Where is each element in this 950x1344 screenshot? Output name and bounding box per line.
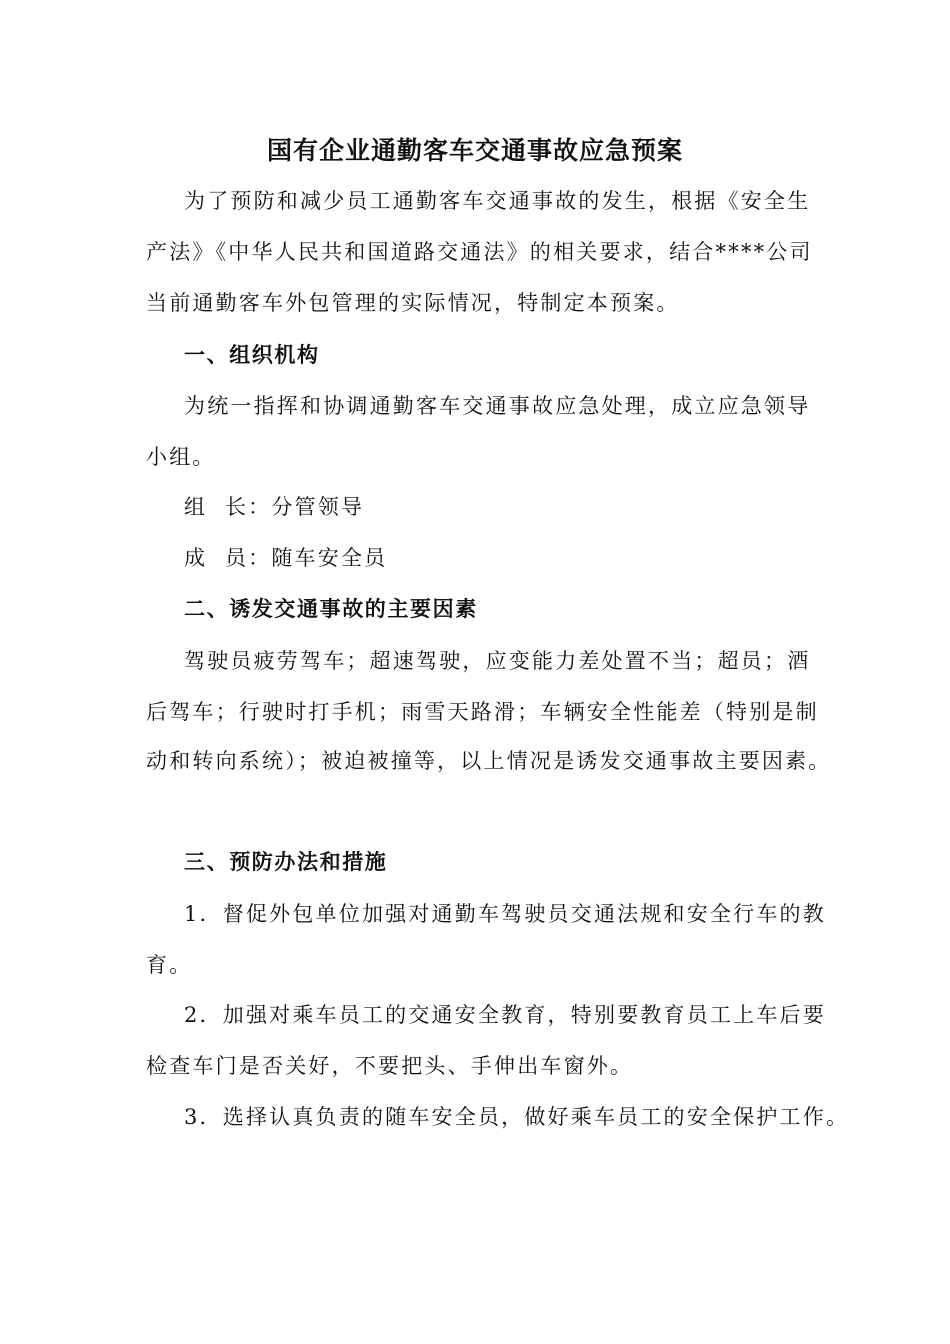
section3-item1-line-1: 1．督促外包单位加强对通勤车驾驶员交通法规和安全行车的教 [184, 902, 826, 926]
section3-heading: 三、预防办法和措施 [184, 849, 388, 874]
section2-para-line-2: 后驾车；行驶时打手机；雨雪天路滑；车辆安全性能差（特别是制 [146, 700, 819, 724]
section2-para-line-3: 动和转向系统）；被迫被撞等，以上情况是诱发交通事故主要因素。 [146, 749, 832, 773]
section1-leader: 组 长：分管领导 [184, 495, 365, 519]
intro-line-2: 产法》《中华人民共和国道路交通法》的相关要求，结合****公司 [146, 240, 813, 264]
section2-heading: 二、诱发交通事故的主要因素 [184, 596, 478, 621]
section3-item3-line-1: 3．选择认真负责的随车安全员，做好乘车员工的安全保护工作。 [184, 1105, 850, 1129]
section1-member: 成 员：随车安全员 [184, 546, 388, 570]
intro-line-3: 当前通勤客车外包管理的实际情况，特制定本预案。 [146, 291, 680, 315]
section3-item2-line-2: 检查车门是否关好，不要把头、手伸出车窗外。 [146, 1054, 634, 1078]
document-title: 国有企业通勤客车交通事故应急预案 [266, 136, 683, 165]
section1-para-line-2: 小组。 [146, 445, 216, 469]
section2-para-line-1: 驾驶员疲劳驾车；超速驾驶，应变能力差处置不当；超员；酒 [184, 649, 811, 673]
section3-item1-line-2: 育。 [146, 953, 193, 977]
section3-item2-line-1: 2．加强对乘车员工的交通安全教育，特别要教育员工上车后要 [184, 1003, 826, 1027]
section1-heading: 一、组织机构 [184, 342, 320, 367]
intro-line-1: 为了预防和减少员工通勤客车交通事故的发生，根据《安全生 [184, 189, 811, 213]
section1-para-line-1: 为统一指挥和协调通勤客车交通事故应急处理，成立应急领导 [184, 394, 811, 418]
